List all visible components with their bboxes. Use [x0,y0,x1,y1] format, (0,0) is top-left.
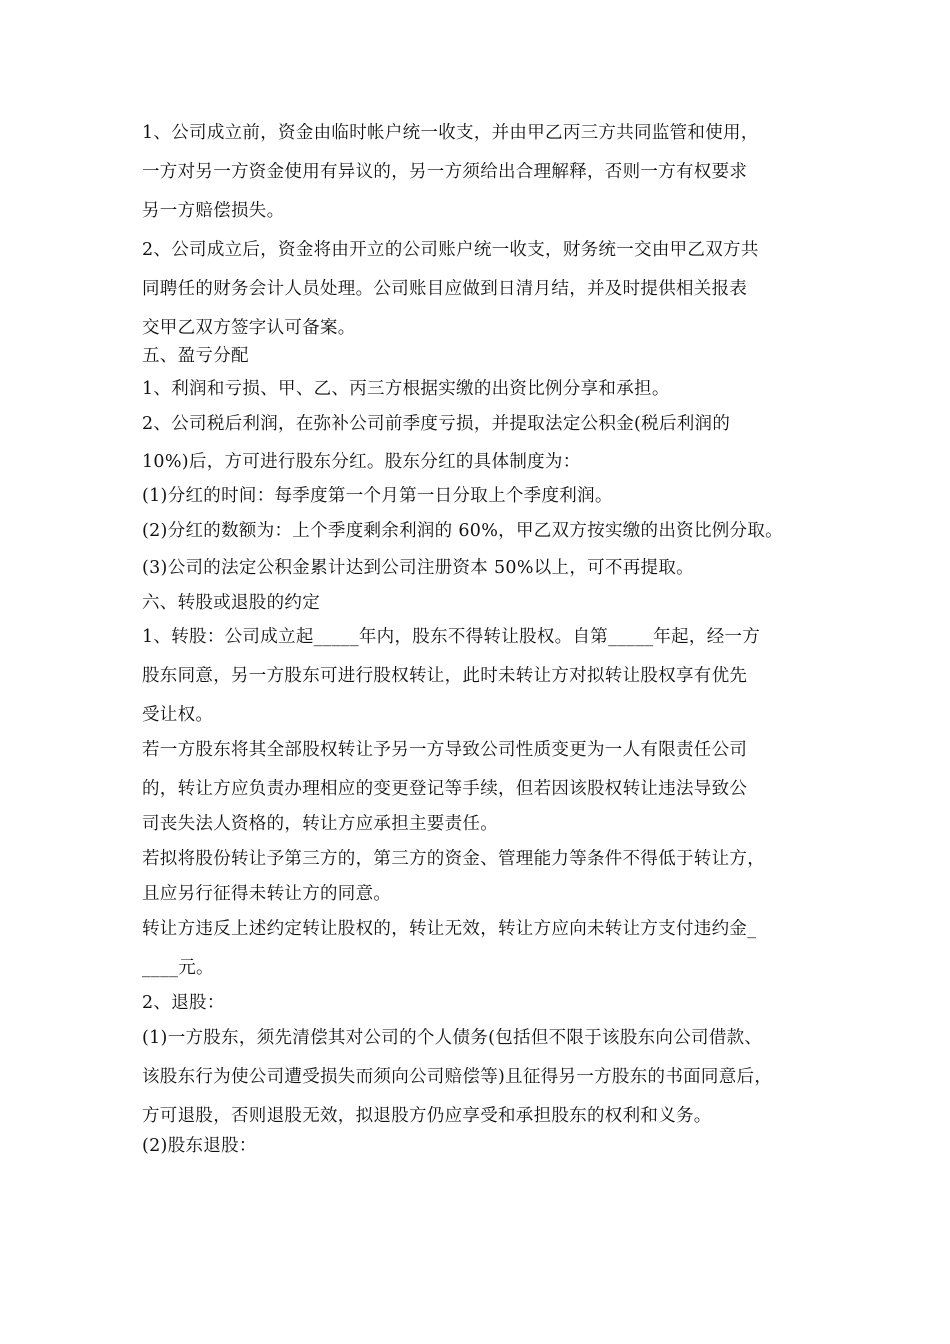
text-line: 1、公司成立前，资金由临时帐户统一收支，并由甲乙丙三方共同监管和使用， [142,123,759,143]
text-line: (2)分红的数额为：上个季度剩余利润的 60%，甲乙双方按实缴的出资比例分取。 [142,521,783,541]
section-heading: 五、盈亏分配 [142,346,249,366]
text-line: 若拟将股份转让予第三方的，第三方的资金、管理能力等条件不得低于转让方， [142,849,765,869]
text-line: (1)一方股东，须先清偿其对公司的个人债务(包括但不限于该股东向公司借款、 [142,1028,763,1048]
text-line: 一方对另一方资金使用有异议的，另一方须给出合理解释，否则一方有权要求 [142,162,748,182]
text-line: 10%)后，方可进行股东分红。股东分红的具体制度为： [142,452,581,472]
text-line: 的，转让方应负责办理相应的变更登记等手续，但若因该股权转让违法导致公 [142,779,748,799]
text-line: (3)公司的法定公积金累计达到公司注册资本 50%以上，可不再提取。 [142,558,694,578]
text-line: 同聘任的财务会计人员处理。公司账目应做到日清月结，并及时提供相关报表 [142,279,748,299]
text-line: (2)股东退股： [142,1136,257,1156]
text-line: 受让权。 [142,705,214,725]
text-line: 司丧失法人资格的，转让方应承担主要责任。 [142,814,498,834]
text-line: 1、转股：公司成立起_____年内，股东不得转让股权。自第_____年起，经一方 [142,627,761,647]
text-line: (1)分红的时间：每季度第一个月第一日分取上个季度利润。 [142,486,613,506]
text-line: 2、公司成立后，资金将由开立的公司账户统一收支，财务统一交由甲乙双方共 [142,240,759,260]
text-line: ____元。 [142,958,214,978]
text-line: 2、公司税后利润，在弥补公司前季度亏损，并提取法定公积金(税后利润的 [142,414,731,434]
text-line: 交甲乙双方签字认可备案。 [142,318,356,338]
text-line: 且应另行征得未转让方的同意。 [142,884,392,904]
text-line: 该股东行为使公司遭受损失而须向公司赔偿等)且征得另一方股东的书面同意后， [142,1067,773,1087]
text-line: 股东同意，另一方股东可进行股权转让，此时未转让方对拟转让股权享有优先 [142,666,748,686]
section-heading: 六、转股或退股的约定 [142,593,320,613]
text-line: 1、利润和亏损、甲、乙、丙三方根据实缴的出资比例分享和承担。 [142,379,670,399]
text-line: 2、退股： [142,993,225,1013]
text-line: 转让方违反上述约定转让股权的，转让无效，转让方应向未转让方支付违约金_ [142,919,757,939]
text-line: 方可退股，否则退股无效，拟退股方仍应享受和承担股东的权利和义务。 [142,1106,712,1126]
text-line: 另一方赔偿损失。 [142,201,285,221]
text-line: 若一方股东将其全部股权转让予另一方导致公司性质变更为一人有限责任公司 [142,740,748,760]
